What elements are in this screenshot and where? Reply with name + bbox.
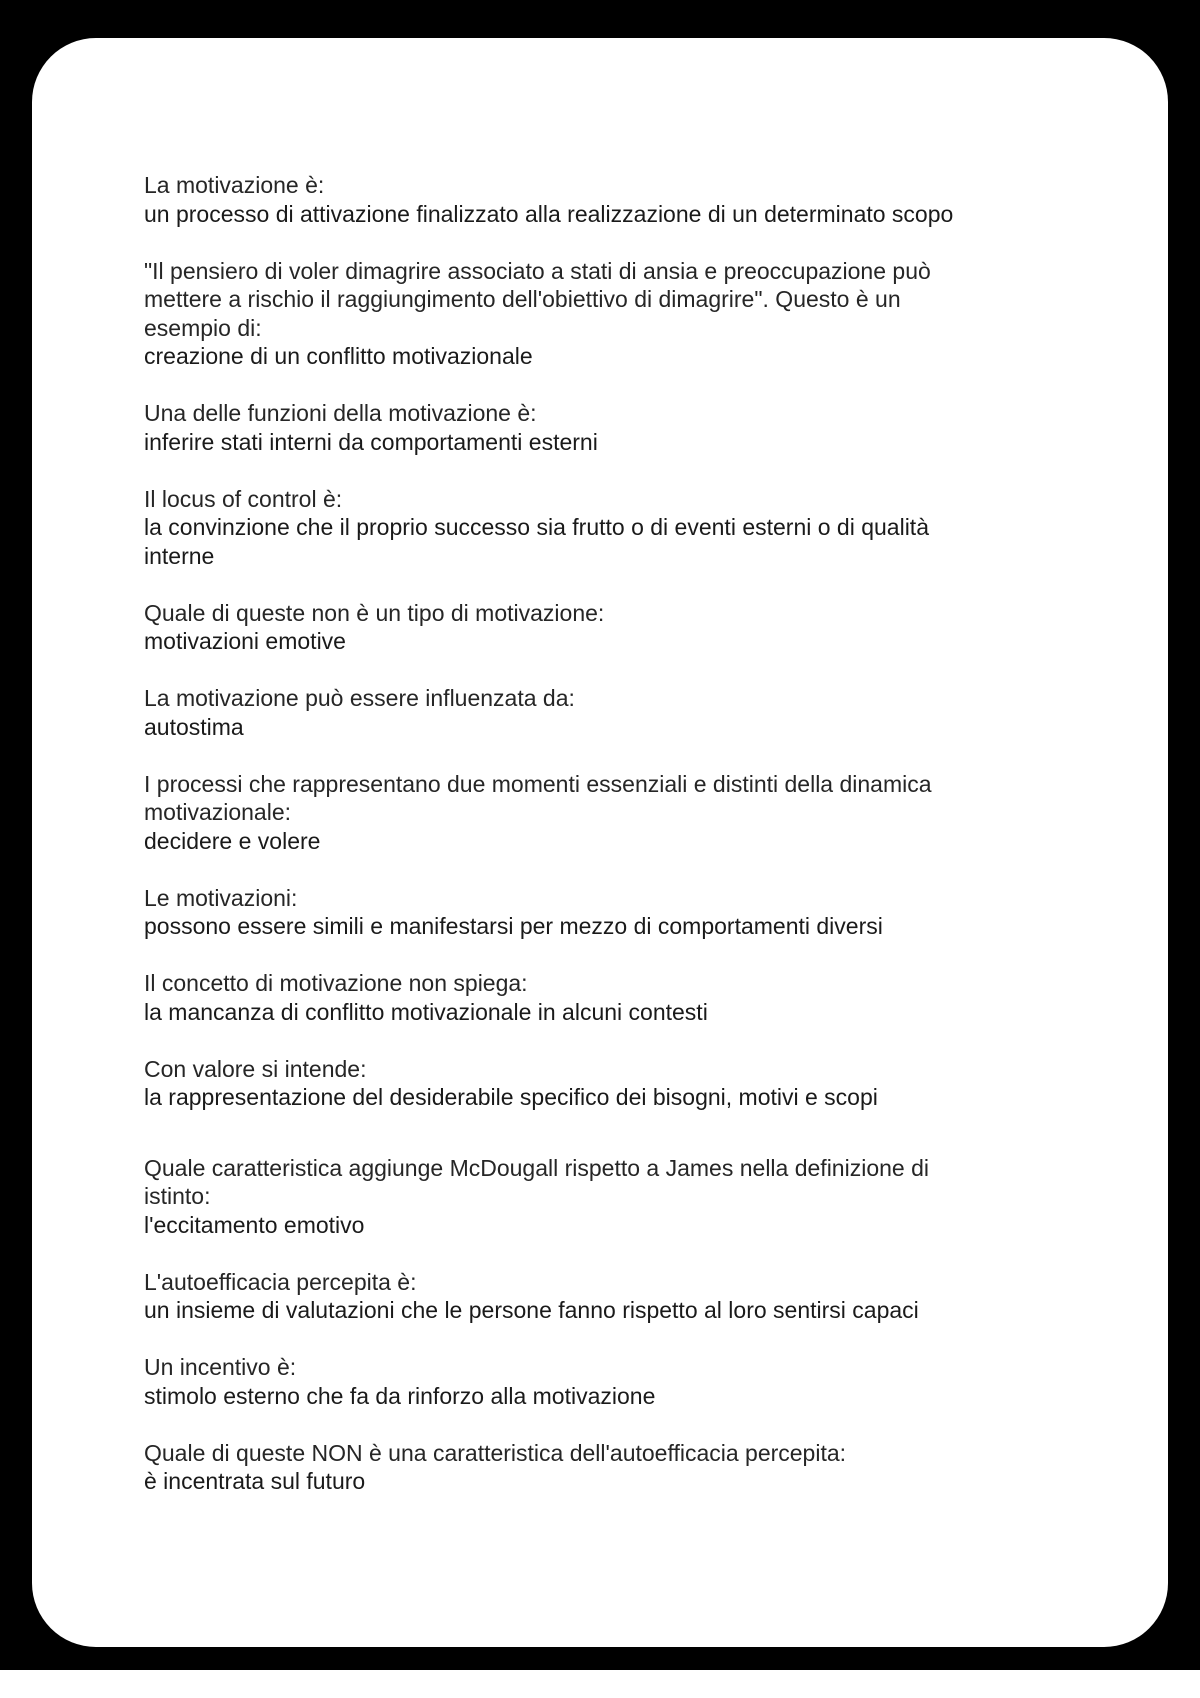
question-text: Con valore si intende: bbox=[144, 1055, 367, 1082]
question-text: Un incentivo è: bbox=[144, 1354, 297, 1380]
question-text: Quale caratteristica aggiunge McDougall rispetto a James nella definizione di istinto: bbox=[144, 1154, 929, 1209]
question-text: L'autoefficacia percepita è: bbox=[144, 1268, 417, 1295]
answer-text: possono essere simili e manifestarsi per mezzo di comportamenti diversi bbox=[144, 913, 883, 939]
question-text: Quale di queste NON è una caratteristica dell'autoefficacia percepita: bbox=[144, 1439, 847, 1466]
question-text: "Il pensiero di voler dimagrire associato a stati di ansia e preoccupazione può mettere a rischio il raggiungimento dell'obiettivo di dimagrire". Questo è un esempio di: bbox=[144, 257, 931, 341]
qa-item-9 bbox=[144, 969, 1044, 1026]
answer-text: decidere e volere bbox=[144, 827, 321, 854]
qa-item-2 bbox=[144, 257, 1044, 371]
answer-text: un insieme di valutazioni che le persone fanno rispetto al loro sentirsi capaci bbox=[144, 1297, 919, 1323]
question-text: Quale di queste non è un tipo di motivazione: bbox=[144, 599, 605, 626]
answer-text: autostima bbox=[144, 713, 244, 740]
qa-item-4 bbox=[144, 485, 1044, 571]
qa-item-11 bbox=[144, 1154, 1044, 1240]
answer-text: un processo di attivazione finalizzato alla realizzazione di un determinato scopo bbox=[144, 200, 954, 227]
question-text: La motivazione è: bbox=[144, 172, 325, 198]
question-text: La motivazione può essere influenzata da: bbox=[144, 685, 575, 711]
question-text: Il locus of control è: bbox=[144, 485, 343, 512]
question-text: Una delle funzioni della motivazione è: bbox=[144, 400, 537, 426]
question-text: Il concetto di motivazione non spiega: bbox=[144, 970, 528, 996]
qa-item-13 bbox=[144, 1353, 1044, 1410]
answer-text: stimolo esterno che fa da rinforzo alla motivazione bbox=[144, 1382, 656, 1409]
qa-item-6 bbox=[144, 684, 1044, 741]
qa-item-14 bbox=[144, 1439, 1044, 1496]
answer-text: la convinzione che il proprio successo sia frutto o di eventi esterni o di qualità interne bbox=[144, 514, 929, 569]
qa-item-10 bbox=[144, 1055, 1044, 1112]
qa-item-7 bbox=[144, 770, 1044, 856]
answer-text: inferire stati interni da comportamenti esterni bbox=[144, 428, 598, 455]
quiz-content bbox=[144, 171, 1044, 1524]
page-bottom-edge bbox=[0, 1670, 1200, 1698]
qa-item-3 bbox=[144, 399, 1044, 456]
qa-item-12 bbox=[144, 1268, 1044, 1325]
answer-text: è incentrata sul futuro bbox=[144, 1468, 366, 1494]
qa-item-8 bbox=[144, 884, 1044, 941]
answer-text: l'eccitamento emotivo bbox=[144, 1211, 365, 1238]
answer-text: la mancanza di conflitto motivazionale in alcuni contesti bbox=[144, 998, 708, 1025]
answer-text: creazione di un conflitto motivazionale bbox=[144, 343, 533, 369]
question-text: I processi che rappresentano due momenti essenziali e distinti della dinamica motivazionale: bbox=[144, 770, 932, 825]
qa-item-5 bbox=[144, 599, 1044, 656]
answer-text: la rappresentazione del desiderabile specifico dei bisogni, motivi e scopi bbox=[144, 1084, 878, 1110]
answer-text: motivazioni emotive bbox=[144, 628, 346, 654]
question-text: Le motivazioni: bbox=[144, 884, 298, 911]
qa-item-1 bbox=[144, 171, 1044, 228]
